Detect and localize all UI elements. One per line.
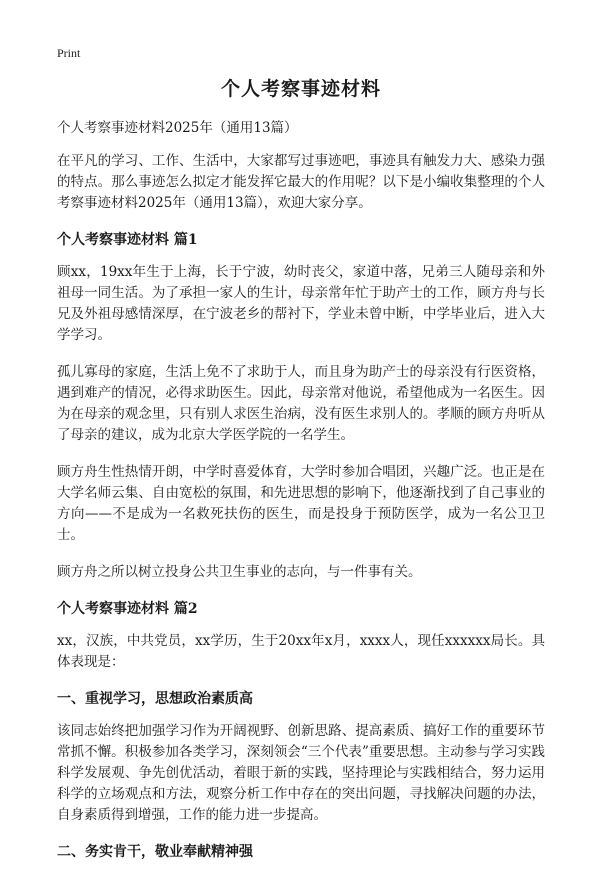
subsection1-paragraph: 该同志始终把加强学习作为开阔视野、创新思路、提高素质、搞好工作的重要环节常抓不懈。积极参加各类学习，深刻领会“三个代表”重要思想。主动参与学习实践科学发展观、争先创优活动，着眼于新的实践，坚持理论与实践相结合，努力运用科学的立场观点和方法，观察分析工作中存在的突出问题，寻找解决问题的办法，自身素质得到增强，工作的能力进一步提高。 (57, 723, 545, 823)
section2-intro: xx，汉族，中共党员，xx学历，生于20xx年x月，xxxx人，现任xxxxxx局长。具体表现是： (57, 633, 545, 670)
section-heading-2: 个人考察事迹材料 篇2 (57, 601, 198, 617)
intro-paragraph: 在平凡的学习、工作、生活中，大家都写过事迹吧，事迹具有触发力大、感染力强的特点。那么事迹怎么拟定才能发挥它最大的作用呢？以下是小编收集整理的个人考察事迹材料2025年（通用13篇），欢迎大家分享。 (57, 153, 545, 211)
section1-paragraph-1: 顾xx，19xx年生于上海，长于宁波，幼时丧父，家道中落，兄弟三人随母亲和外祖母一同生活。为了承担一家人的生计，母亲常年忙于助产士的工作，顾方舟与长兄及外祖母感情深厚，在宁波老乡的帮衬下，学业未曾中断，中学毕业后，进入大学学习。 (57, 264, 545, 343)
document-body (57, 76, 545, 874)
section1-paragraph-2: 孤儿寡母的家庭，生活上免不了求助于人，而且身为助产士的母亲没有行医资格，遇到难产的情况，必得求助医生。因此，母亲常对他说，希望他成为一名医生。因为在母亲的观念里，只有别人求医生治病，没有医生求别人的。孝顺的顾方舟听从了母亲的建议，成为北京大学医学院的一名学生。 (57, 364, 545, 443)
section1-paragraph-4: 顾方舟之所以树立投身公共卫生事业的志向，与一件事有关。 (57, 564, 422, 580)
subsection-heading-2: 二、务实肯干，敬业奉献精神强 (57, 844, 253, 860)
subsection-heading-1: 一、重视学习，思想政治素质高 (57, 691, 253, 707)
print-link[interactable]: Print (57, 46, 81, 60)
section-heading-1: 个人考察事迹材料 篇1 (57, 232, 198, 248)
page-title: 个人考察事迹材料 (220, 78, 381, 100)
section1-paragraph-3: 顾方舟生性热情开朗，中学时喜爱体育，大学时参加合唱团，兴趣广泛。也正是在大学名师云集、自由宽松的氛围，和先进思想的影响下，他逐渐找到了自己事业的方向——不是成为一名救死扶伤的医生，而是投身于预防医学，成为一名公卫卫士。 (57, 464, 545, 543)
document-subtitle: 个人考察事迹材料2025年（通用13篇） (57, 120, 298, 136)
